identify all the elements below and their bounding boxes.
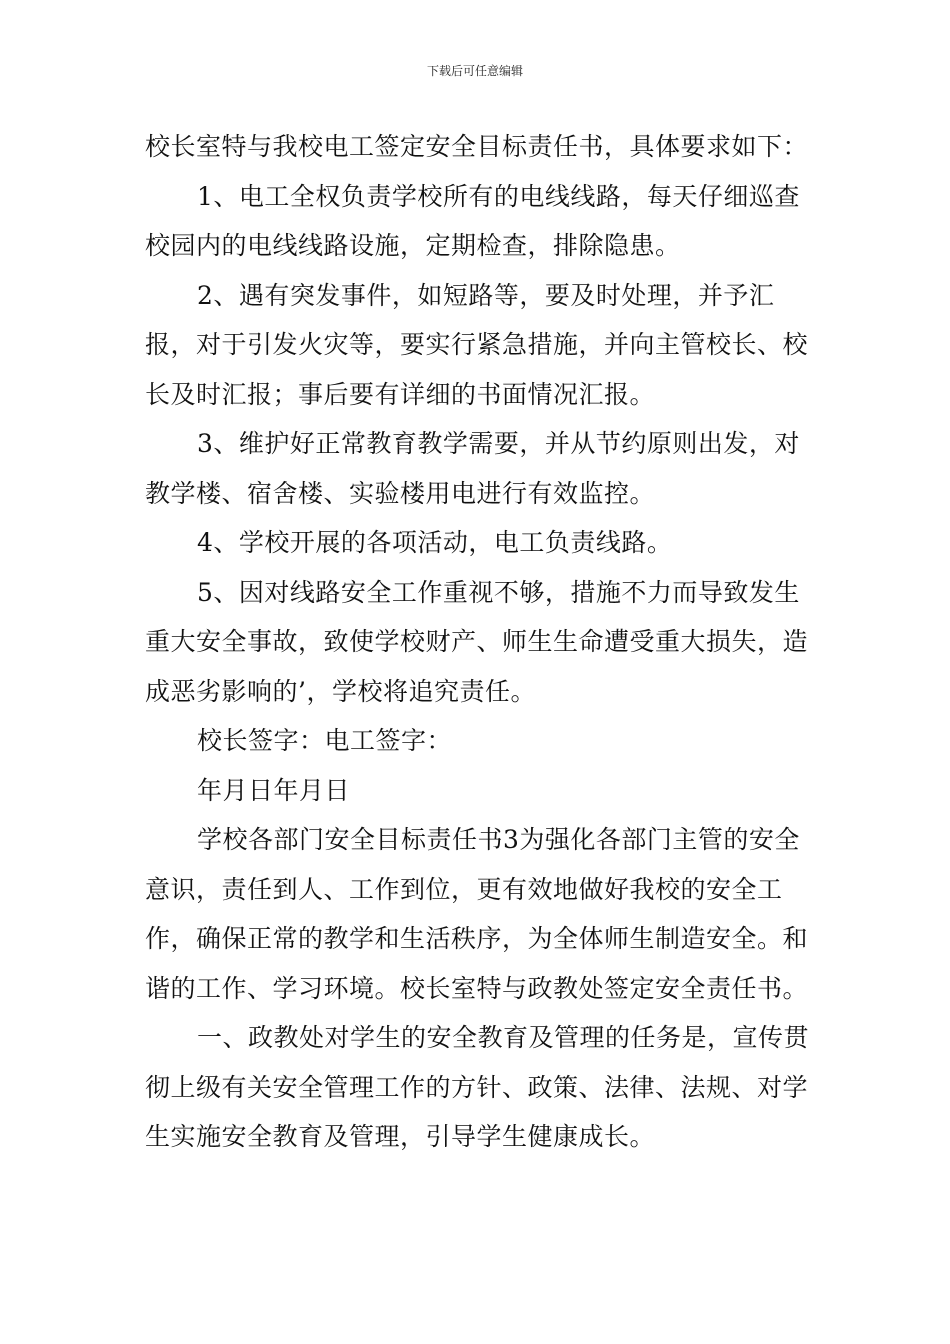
paragraph-item-1: 1、电工全权负责学校所有的电线线路，每天仔细巡查校园内的电线线路设施，定期检查，排除隐患。 [145, 181, 800, 260]
signature-line: 校长签字：电工签字： [197, 726, 453, 755]
paragraph-item-2: 2、遇有突发事件，如短路等，要及时处理，并予汇报，对于引发火灾等，要实行紧急措施，并向主管校长、校长及时汇报；事后要有详细的书面情况汇报。 [145, 280, 809, 409]
header-note: 下载后可任意编辑 [426, 64, 523, 78]
paragraph-item-5: 5、因对线路安全工作重视不够，措施不力而导致发生重大安全事故，致使学校财产、师生生命遭受重大损失，造成恶劣影响的’，学校将追究责任。 [145, 577, 809, 706]
paragraph-section-3: 学校各部门安全目标责任书3为强化各部门主管的安全意识，责任到人、工作到位，更有效地做好我校的安全工作，确保正常的教学和生活秩序，为全体师生制造安全。和谐的工作、学习环境。校长室特与政教处签定安全责任书。 [145, 825, 809, 1003]
date-line: 年月日年月日 [197, 775, 351, 805]
paragraph-intro: 校长室特与我校电工签定安全目标责任书，具体要求如下： [145, 132, 809, 161]
document-body [145, 122, 825, 1162]
paragraph-item-4: 4、学校开展的各项活动，电工负责线路。 [197, 528, 673, 557]
paragraph-section-3-item-1: 一、政教处对学生的安全教育及管理的任务是，宣传贯彻上级有关安全管理工作的方针、政策、法律、法规、对学生实施安全教育及管理，引导学生健康成长。 [145, 1023, 810, 1151]
paragraph-item-3: 3、维护好正常教育教学需要，并从节约原则出发，对教学楼、宿舍楼、实验楼用电进行有效监控。 [145, 429, 800, 508]
